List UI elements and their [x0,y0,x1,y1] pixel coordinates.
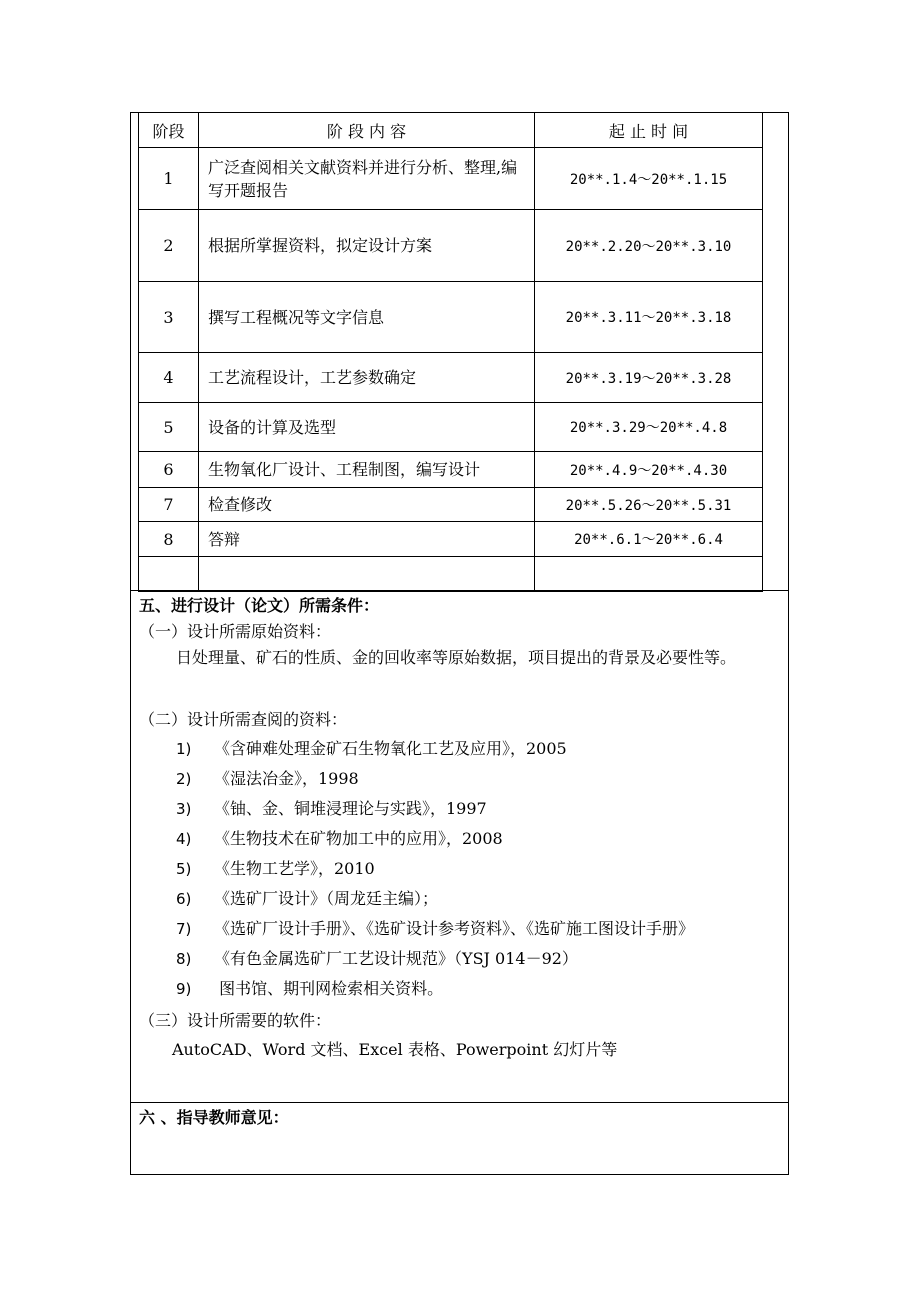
list-item [176,737,567,761]
list-item [176,917,694,941]
reference-number: 8) [176,950,192,968]
list-item [176,857,375,881]
table-row [139,148,763,210]
table-row [139,353,763,403]
header-content: 阶 段 内 容 [199,113,535,148]
stage-time: 20**.6.1～20**.6.4 [535,522,763,557]
list-item [176,977,443,1001]
list-item [176,767,359,791]
section6-title: 六 、指导教师意见： [139,1108,289,1127]
reference-text: 图书馆、期刊网检索相关资料。 [214,979,444,998]
stage-number: 2 [139,210,199,282]
table-row [139,403,763,452]
stage-content: 广泛查阅相关文献资料并进行分析、整理,编写开题报告 [199,148,535,210]
table-row [139,452,763,488]
reference-text: 《含砷难处理金矿石生物氧化工艺及应用》，2005 [214,739,567,758]
stage-number: 3 [139,282,199,353]
reference-text: 《铀、金、铜堆浸理论与实践》，1997 [214,799,487,818]
section5-sub2-title: （二）设计所需查阅的资料： [139,710,348,729]
schedule-table [138,112,763,592]
stage-time: 20**.2.20～20**.3.10 [535,210,763,282]
table-row-empty [139,557,763,592]
reference-number: 7) [176,920,192,938]
reference-number: 3) [176,800,192,818]
stage-content: 检查修改 [199,488,535,522]
reference-text: 《湿法冶金》，1998 [214,769,359,788]
reference-number: 2) [176,770,192,788]
section5-title: 五、进行设计（论文）所需条件： [139,596,380,615]
stage-time: 20**.3.29～20**.4.8 [535,403,763,452]
stage-content: 答辩 [199,522,535,557]
section-divider [130,590,789,591]
reference-text: 《有色金属选矿厂工艺设计规范》（YSJ 014－92） [214,949,578,968]
reference-text: 《选矿厂设计》（周龙廷主编）； [214,889,439,908]
header-stage: 阶段 [139,113,199,148]
table-row [139,282,763,353]
software-list: AutoCAD、Word 文档、Excel 表格、Powerpoint 幻灯片等 [172,1040,618,1059]
header-time: 起 止 时 间 [535,113,763,148]
list-item [176,947,578,971]
stage-content: 根据所掌握资料，拟定设计方案 [199,210,535,282]
reference-text: 《生物技术在矿物加工中的应用》，2008 [214,829,503,848]
list-item [176,887,438,911]
schedule-header-row [139,113,763,148]
empty-cell [199,557,535,592]
stage-time: 20**.3.19～20**.3.28 [535,353,763,403]
section5-sub1-text: 日处理量、矿石的性质、金的回收率等原始数据，项目提出的背景及必要性等。 [176,648,737,667]
stage-content: 生物氧化厂设计、工程制图，编写设计 [199,452,535,488]
stage-content: 设备的计算及选型 [199,403,535,452]
reference-text: 《生物工艺学》，2010 [214,859,375,878]
stage-time: 20**.5.26～20**.5.31 [535,488,763,522]
table-row [139,488,763,522]
reference-number: 4) [176,830,192,848]
stage-number: 8 [139,522,199,557]
stage-number: 5 [139,403,199,452]
table-row [139,210,763,282]
empty-cell [535,557,763,592]
stage-number: 4 [139,353,199,403]
section-divider [130,1102,789,1103]
empty-cell [139,557,199,592]
list-item [176,827,503,851]
stage-number: 6 [139,452,199,488]
section5-sub1-title: （一）设计所需原始资料： [139,622,332,641]
stage-time: 20**.1.4～20**.1.15 [535,148,763,210]
stage-content: 撰写工程概况等文字信息 [199,282,535,353]
stage-time: 20**.4.9～20**.4.30 [535,452,763,488]
table-row [139,522,763,557]
stage-number: 1 [139,148,199,210]
reference-number: 1) [176,740,192,758]
section5-sub3-title: （三）设计所需要的软件： [139,1011,332,1030]
stage-content: 工艺流程设计，工艺参数确定 [199,353,535,403]
reference-number: 6) [176,890,192,908]
stage-time: 20**.3.11～20**.3.18 [535,282,763,353]
reference-number: 9) [176,980,192,998]
reference-number: 5) [176,860,192,878]
reference-text: 《选矿厂设计手册》、《选矿设计参考资料》、《选矿施工图设计手册》 [214,919,695,938]
stage-number: 7 [139,488,199,522]
list-item [176,797,487,821]
